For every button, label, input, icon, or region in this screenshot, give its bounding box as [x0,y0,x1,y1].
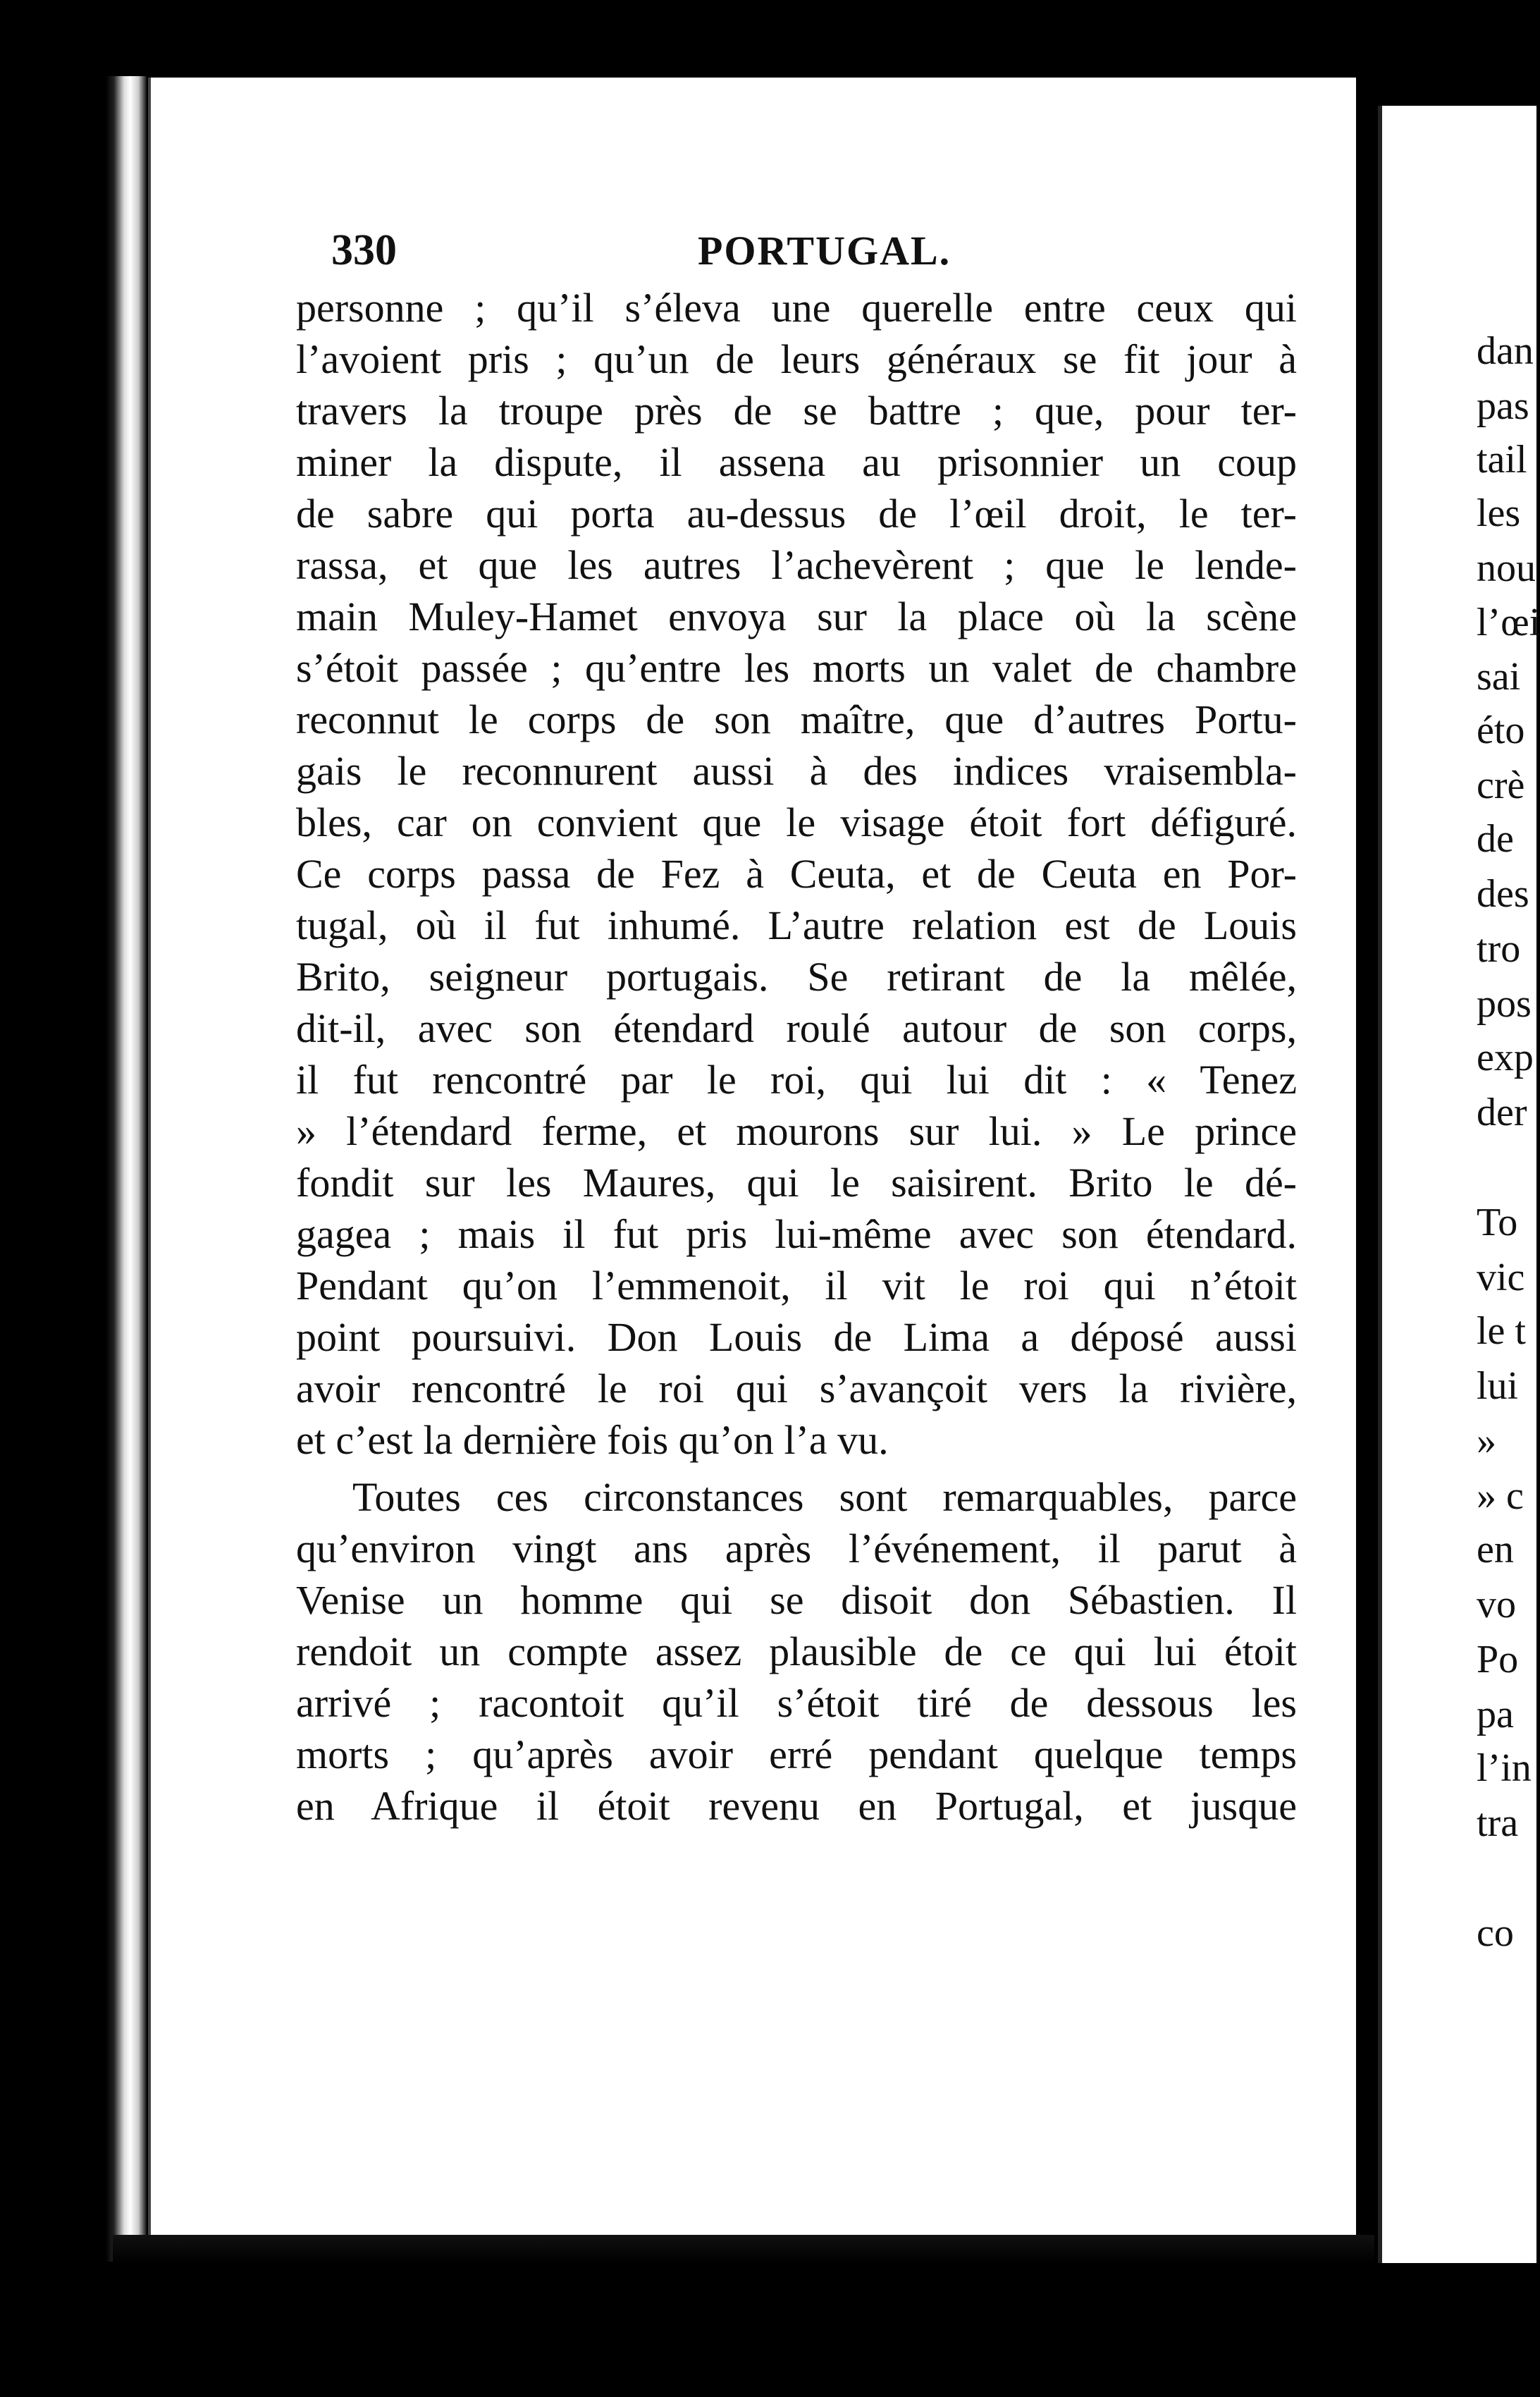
facing-page-fragment: der [1477,1091,1527,1134]
text-line: Venise un homme qui se disoit don Sébastien. Il [296,1577,1297,1623]
facing-page-fragment: To [1477,1201,1518,1244]
page-bottom-shadow [113,2235,1374,2263]
facing-page-fragment: exp [1477,1036,1534,1079]
text-line: s’étoit passée ; qu’entre les morts un valet de chambre [296,645,1297,691]
text-line: Toutes ces circonstances sont remarquables, parce [352,1474,1297,1520]
text-line: rassa, et que les autres l’achevèrent ; que le lende- [296,542,1297,588]
facing-page-fragment: pos [1477,982,1532,1026]
facing-page-fragment: Po [1477,1638,1519,1681]
facing-page-fragment: de [1477,817,1514,861]
facing-page-fragment: lui [1477,1364,1519,1408]
facing-page-fragment: tro [1477,927,1521,971]
text-line: point poursuivi. Don Louis de Lima a déposé aussi [296,1314,1297,1360]
facing-page-fragment: tail [1477,438,1527,482]
text-line: travers la troupe près de se battre ; que, pour ter- [296,388,1297,434]
text-line: et c’est la dernière fois qu’on l’a vu. [296,1417,889,1463]
text-line: il fut rencontré par le roi, qui lui dit : « Tenez [296,1057,1297,1103]
page-number: 330 [331,226,397,274]
text-line: en Afrique il étoit revenu en Portugal, et jusque [296,1783,1297,1829]
text-line: gagea ; mais il fut pris lui-même avec son étendard. [296,1211,1297,1257]
text-line: main Muley-Hamet envoya sur la place où la scène [296,594,1297,639]
text-line: fondit sur les Maures, qui le saisirent. Brito le dé- [296,1160,1297,1206]
text-line: personne ; qu’il s’éleva une querelle entre ceux qui [296,285,1297,331]
facing-page-fragment: tra [1477,1801,1519,1845]
text-line: avoir rencontré le roi qui s’avançoit vers la rivière, [296,1366,1297,1411]
text-line: dit-il, avec son étendard roulé autour de son corps, [296,1005,1297,1051]
facing-page-fragment: l’œi [1477,601,1540,644]
text-line: arrivé ; racontoit qu’il s’étoit tiré de dessous les [296,1680,1297,1726]
facing-page-fragment: des [1477,872,1529,916]
text-line: l’avoient pris ; qu’un de leurs généraux se fit jour à [296,336,1297,382]
text-line: gais le reconnurent aussi à des indices vraisembla- [296,748,1297,794]
facing-page-fragment: nou [1477,546,1536,590]
text-line: Brito, seigneur portugais. Se retirant de la mêlée, [296,954,1297,1000]
body-text [296,282,1297,1832]
facing-page-fragment: » c [1477,1474,1524,1518]
book-spine-edge [106,76,147,2262]
facing-page-fragment: co [1477,1911,1514,1955]
facing-page-fragment: vic [1477,1256,1525,1299]
text-line: miner la dispute, il assena au prisonnier un coup [296,439,1297,485]
facing-page-fragment: les [1477,491,1521,535]
facing-page-fragment: vo [1477,1583,1516,1626]
text-line: » l’étendard ferme, et mourons sur lui. » Le prince [296,1108,1297,1154]
facing-page-fragment: pa [1477,1693,1514,1736]
facing-page-fragment: éto [1477,709,1525,752]
text-line: rendoit un compte assez plausible de ce qui lui étoit [296,1629,1297,1674]
text-line: reconnut le corps de son maître, que d’autres Portu- [296,697,1297,742]
facing-page-fragment: le t [1477,1309,1526,1353]
facing-page-fragment: en [1477,1528,1514,1571]
text-line: de sabre qui porta au-dessus de l’œil droit, le ter- [296,491,1297,537]
facing-page-fragment: dan [1477,329,1534,373]
facing-page-fragment: » [1477,1419,1496,1463]
facing-page-fragment: l’in [1477,1746,1532,1790]
text-line: qu’environ vingt ans après l’événement, il parut à [296,1526,1297,1571]
text-line: Ce corps passa de Fez à Ceuta, et de Ceuta en Por- [296,851,1297,897]
facing-page-fragment: sai [1477,655,1521,699]
text-line: tugal, où il fut inhumé. L’autre relation est de Louis [296,902,1297,948]
text-line: morts ; qu’après avoir erré pendant quelque temps [296,1731,1297,1777]
running-title: PORTUGAL. [698,228,951,274]
text-line: bles, car on convient que le visage étoit fort défiguré. [296,799,1297,845]
facing-page-fragment: crè [1477,764,1525,807]
paragraph-1 [296,282,1297,1466]
facing-page-fragment: pas [1477,384,1529,428]
paragraph-2 [296,1471,1297,1832]
text-line: Pendant qu’on l’emmenoit, il vit le roi qui n’étoit [296,1263,1297,1308]
